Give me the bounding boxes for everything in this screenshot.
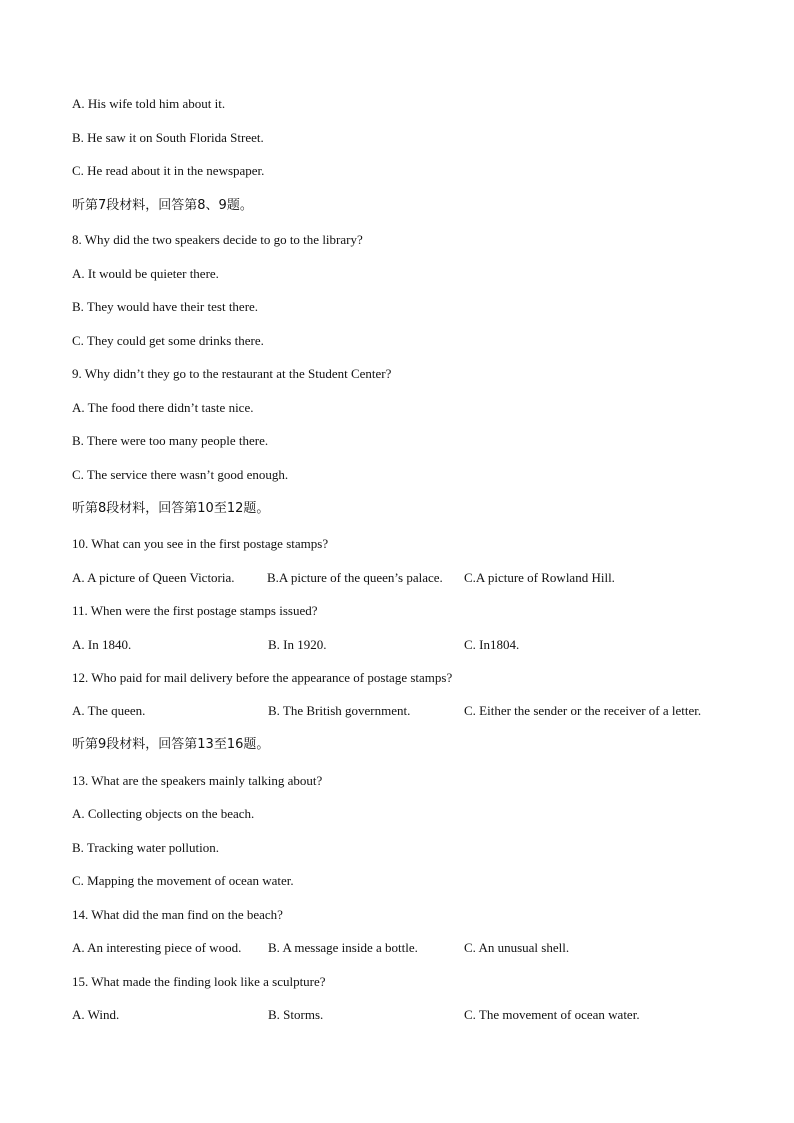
- q13-question: 13. What are the speakers mainly talking about?: [72, 773, 323, 788]
- q11-option-b: B. In 1920.: [268, 637, 327, 652]
- q14-option-c: C. An unusual shell.: [464, 940, 570, 955]
- q11-option-c: C. In1804.: [464, 637, 520, 652]
- q10-option-b: B.A picture of the queen’s palace.: [267, 570, 443, 585]
- q14-option-a: A. An interesting piece of wood.: [72, 940, 242, 955]
- section-9-heading: 听第9段材料，回答第13至16题。: [72, 737, 270, 752]
- q10-option-c: C.A picture of Rowland Hill.: [464, 570, 615, 585]
- q9-question: 9. Why didn’t they go to the restaurant at the Student Center?: [72, 366, 392, 381]
- q13-option-b: B. Tracking water pollution.: [72, 840, 219, 855]
- q14-option-b: B. A message inside a bottle.: [268, 940, 418, 955]
- q10-question: 10. What can you see in the first postage stamps?: [72, 536, 329, 551]
- q8-option-c: C. They could get some drinks there.: [72, 333, 264, 348]
- q11-question: 11. When were the first postage stamps issued?: [72, 603, 318, 618]
- section-7-heading: 听第7段材料，回答第8、9题。: [72, 198, 253, 213]
- q13-option-a: A. Collecting objects on the beach.: [72, 806, 255, 821]
- q10-option-a: A. A picture of Queen Victoria.: [72, 570, 235, 585]
- q12-question: 12. Who paid for mail delivery before the appearance of postage stamps?: [72, 670, 453, 685]
- q12-option-b: B. The British government.: [268, 703, 411, 718]
- q7-option-a: A. His wife told him about it.: [72, 96, 226, 111]
- q9-option-c: C. The service there wasn’t good enough.: [72, 467, 289, 482]
- q15-option-b: B. Storms.: [268, 1007, 324, 1022]
- q8-option-a: A. It would be quieter there.: [72, 266, 219, 281]
- q12-option-a: A. The queen.: [72, 703, 146, 718]
- q9-option-a: A. The food there didn’t taste nice.: [72, 400, 254, 415]
- q15-question: 15. What made the finding look like a sculpture?: [72, 974, 326, 989]
- q8-question: 8. Why did the two speakers decide to go to the library?: [72, 232, 363, 247]
- q8-option-b: B. They would have their test there.: [72, 299, 259, 314]
- q15-option-a: A. Wind.: [72, 1007, 120, 1022]
- q7-option-c: C. He read about it in the newspaper.: [72, 163, 265, 178]
- q7-option-b: B. He saw it on South Florida Street.: [72, 130, 264, 145]
- q13-option-c: C. Mapping the movement of ocean water.: [72, 873, 294, 888]
- q11-option-a: A. In 1840.: [72, 637, 132, 652]
- q9-option-b: B. There were too many people there.: [72, 433, 269, 448]
- q14-question: 14. What did the man find on the beach?: [72, 907, 283, 922]
- q15-option-c: C. The movement of ocean water.: [464, 1007, 640, 1022]
- section-8-heading: 听第8段材料，回答第10至12题。: [72, 501, 270, 516]
- q12-option-c: C. Either the sender or the receiver of a letter.: [464, 703, 702, 718]
